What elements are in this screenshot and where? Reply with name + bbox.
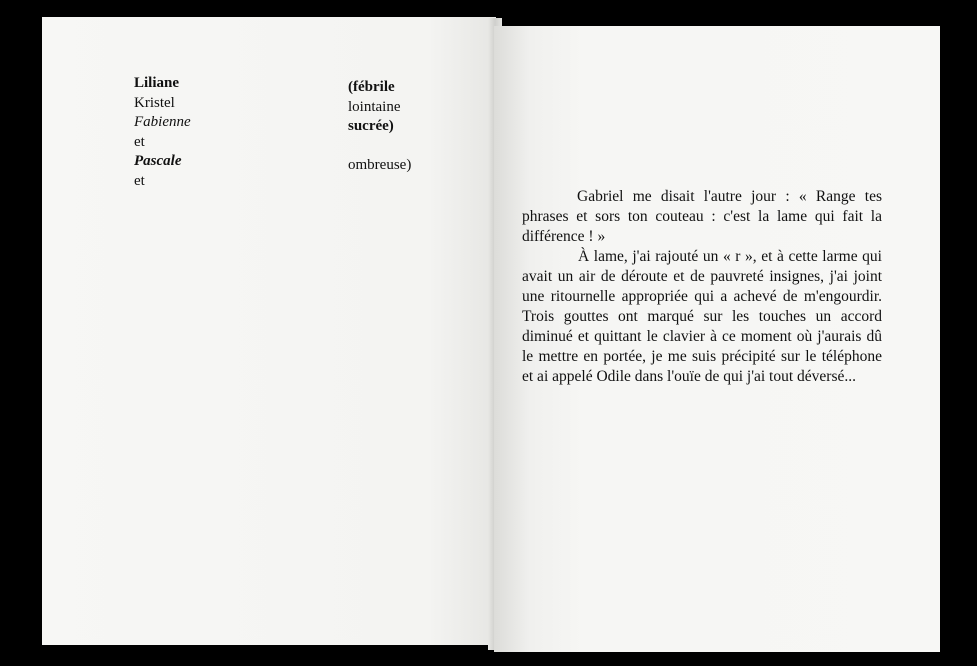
left-page — [42, 17, 496, 645]
description-line: sucrée) — [348, 118, 394, 134]
name-line: et — [134, 172, 145, 189]
descriptions-column — [348, 78, 411, 176]
right-page — [494, 26, 940, 652]
paragraph: À lame, j'ai rajouté un « r », et à cette larme qui avait un air de déroute et de pauvreté insignes, j'ai joint une ritournelle appropriée qui a achevé de m'engourdir. Trois gouttes ont marqué sur les touches un accord diminué et quittant le clavier à ce moment où j'aurais dû le mettre en portée, je me suis précipité sur le téléphone et ai appelé Odile dans l'ouïe de qui j'ai tout déversé... — [522, 248, 882, 385]
name-line: Fabienne — [134, 114, 191, 130]
name-line: Kristel — [134, 94, 175, 111]
description-line — [348, 137, 411, 157]
description-line: lointaine — [348, 98, 401, 115]
name-line: Liliane — [134, 75, 180, 91]
name-line: et — [134, 133, 145, 150]
paragraph: Gabriel me disait l'autre jour : « Range tes phrases et sors ton couteau : c'est la lame qui fait la différence ! » — [522, 188, 882, 245]
name-line: Pascale — [134, 153, 182, 169]
description-line: (fébrile — [348, 79, 395, 95]
prose-text — [522, 187, 882, 387]
description-line: ombreuse) — [348, 157, 412, 173]
names-column — [134, 74, 191, 191]
